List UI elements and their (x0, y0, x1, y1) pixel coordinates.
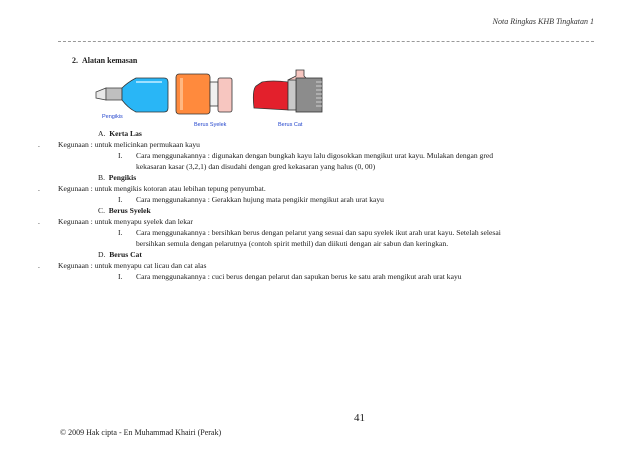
step-number: I. (118, 195, 123, 204)
tools-illustration (92, 68, 332, 130)
bullet: . (38, 140, 40, 149)
step-text: Cara menggunakannya : bersihkan berus dengan pelarut yang sesuai dan sapu syelek ikut arah urat kayu. Setelah selesai (136, 228, 501, 237)
scraper-illustration (96, 78, 168, 112)
bullet: . (38, 184, 40, 193)
figure-label-scraper: Pengikis (102, 114, 123, 120)
step-number: I. (118, 272, 123, 281)
section-heading (72, 56, 137, 65)
step-number: I. (118, 228, 123, 237)
item-usage: Kegunaan : untuk melicinkan permukaan kayu (58, 140, 200, 149)
page-number: 41 (354, 412, 365, 424)
shellac-brush-illustration (176, 74, 232, 114)
step-text: Cara menggunakannya : Gerakkan hujung mata pengikir mengikut arah urat kayu (136, 195, 384, 204)
paint-brush-illustration (253, 70, 322, 112)
step-text: Cara menggunakannya : digunakan dengan bungkah kayu lalu digosokkan mengikut urat kayu. Mulakan dengan gred (136, 151, 494, 160)
tools-figure (92, 68, 332, 130)
step-text: Cara menggunakannya : cuci berus dengan pelarut dan sapukan berus ke satu arah mengikut arah urat kayu (136, 272, 462, 281)
item-usage: Kegunaan : untuk menyapu cat licau dan cat alas (58, 261, 207, 270)
header-divider (58, 41, 594, 42)
step-number: I. (118, 151, 123, 160)
running-header: Nota Ringkas KHB Tingkatan 1 (492, 17, 594, 26)
footer-copyright: © 2009 Hak cipta - En Muhammad Khairi (Perak) (60, 428, 222, 437)
bullet: . (38, 261, 40, 270)
bullet: . (38, 217, 40, 226)
item-usage: Kegunaan : untuk menyapu syelek dan lekar (58, 217, 193, 226)
figure-label-paint-brush: Berus Cat (278, 122, 303, 128)
item-heading: D. Berus Cat (98, 250, 142, 259)
step-text-cont: kekasaran kasar (3,2,1) dan disudahi dengan gred kekasaran yang halus (0, 00) (136, 162, 376, 171)
item-heading: C. Berus Syelek (98, 206, 151, 215)
section-number: 2. (72, 56, 78, 65)
step-text-cont: bersihkan semula dengan pelarutnya (contoh spirit methil) dan diikuti dengan air sabun dan keringkan. (136, 239, 449, 248)
item-heading: B. Pengikis (98, 173, 137, 182)
item-heading: A. Kerta Las (98, 129, 142, 138)
section-title: Alatan kemasan (82, 56, 138, 65)
figure-label-shellac-brush: Berus Syelek (194, 122, 227, 128)
item-usage: Kegunaan : untuk mengikis kotoran atau lebihan tepung penyumbat. (58, 184, 266, 193)
